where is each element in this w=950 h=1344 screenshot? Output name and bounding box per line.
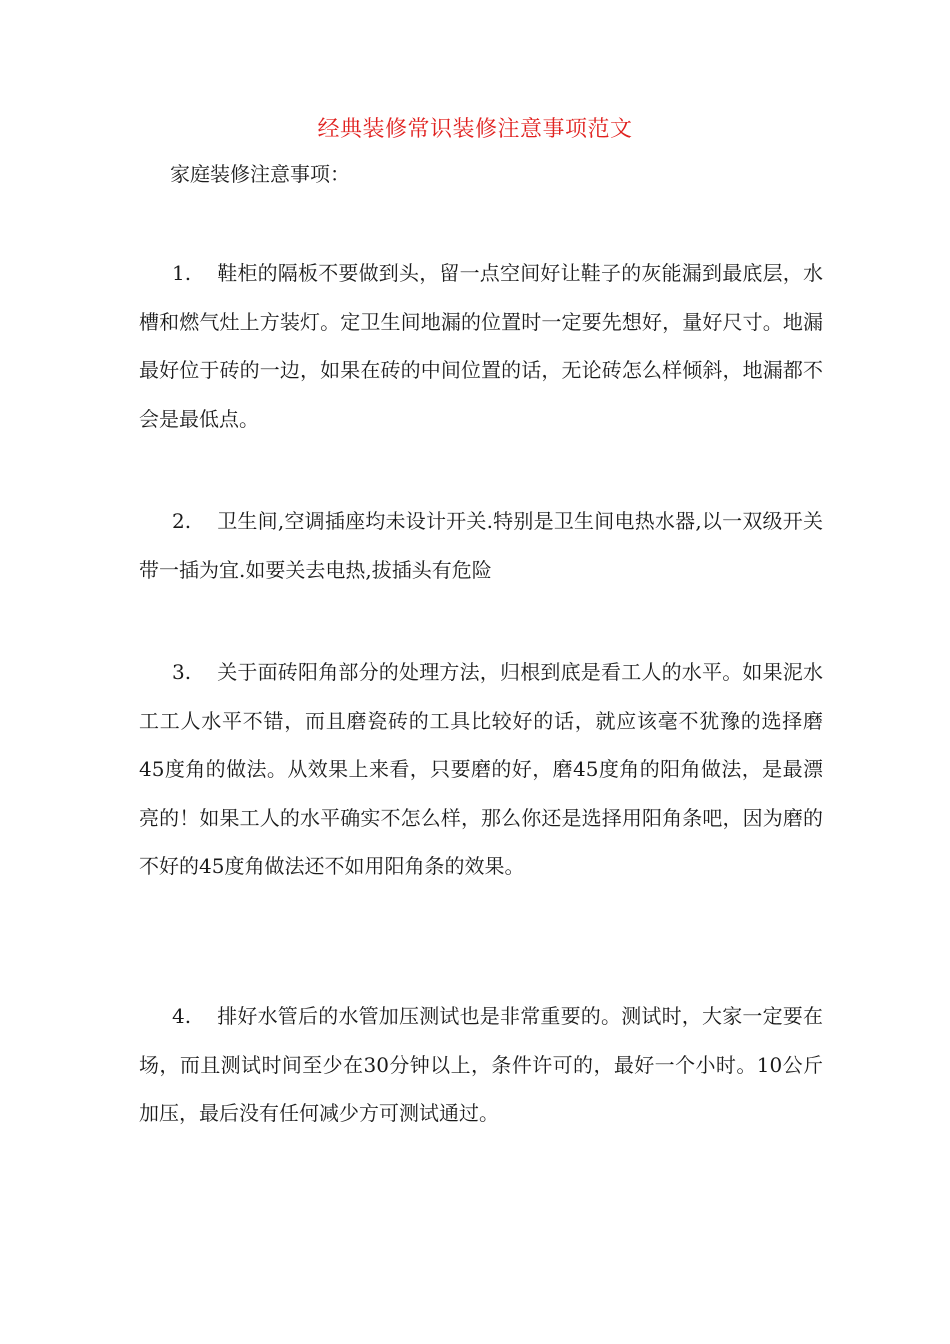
- item-number: 1.: [172, 261, 192, 285]
- list-item: [139, 497, 823, 594]
- item-number: 3.: [172, 660, 192, 684]
- document-title: 经典装修常识装修注意事项范文: [317, 117, 633, 142]
- item-number: 4.: [172, 1004, 192, 1028]
- list-item: [139, 992, 823, 1138]
- list-item: [139, 648, 823, 891]
- item-text: 卫生间,空调插座均未设计开关.特别是卫生间电热水器,以一双级开关带一插为宜.如要关去电热,拔插头有危险: [139, 509, 823, 582]
- item-number: 2.: [172, 509, 192, 533]
- intro-text: 家庭装修注意事项：: [170, 162, 350, 186]
- item-text: 排好水管后的水管加压测试也是非常重要的。测试时，大家一定要在场，而且测试时间至少在30分钟以上，条件许可的，最好一个小时。10公斤加压，最后没有任何减少方可测试通过。: [139, 1004, 823, 1125]
- item-text: 关于面砖阳角部分的处理方法，归根到底是看工人的水平。如果泥水工工人水平不错，而且磨瓷砖的工具比较好的话，就应该毫不犹豫的选择磨45度角的做法。从效果上来看，只要磨的好，磨45度角的阳角做法，是最漂亮的！如果工人的水平确实不怎么样，那么你还是选择用阳角条吧，因为磨的不好的45度角做法还不如用阳角条的效果。: [139, 660, 823, 878]
- item-text: 鞋柜的隔板不要做到头，留一点空间好让鞋子的灰能漏到最底层，水槽和燃气灶上方装灯。定卫生间地漏的位置时一定要先想好，量好尺寸。地漏最好位于砖的一边，如果在砖的中间位置的话，无论砖怎么样倾斜，地漏都不会是最低点。: [139, 261, 823, 431]
- list-item: [139, 249, 823, 443]
